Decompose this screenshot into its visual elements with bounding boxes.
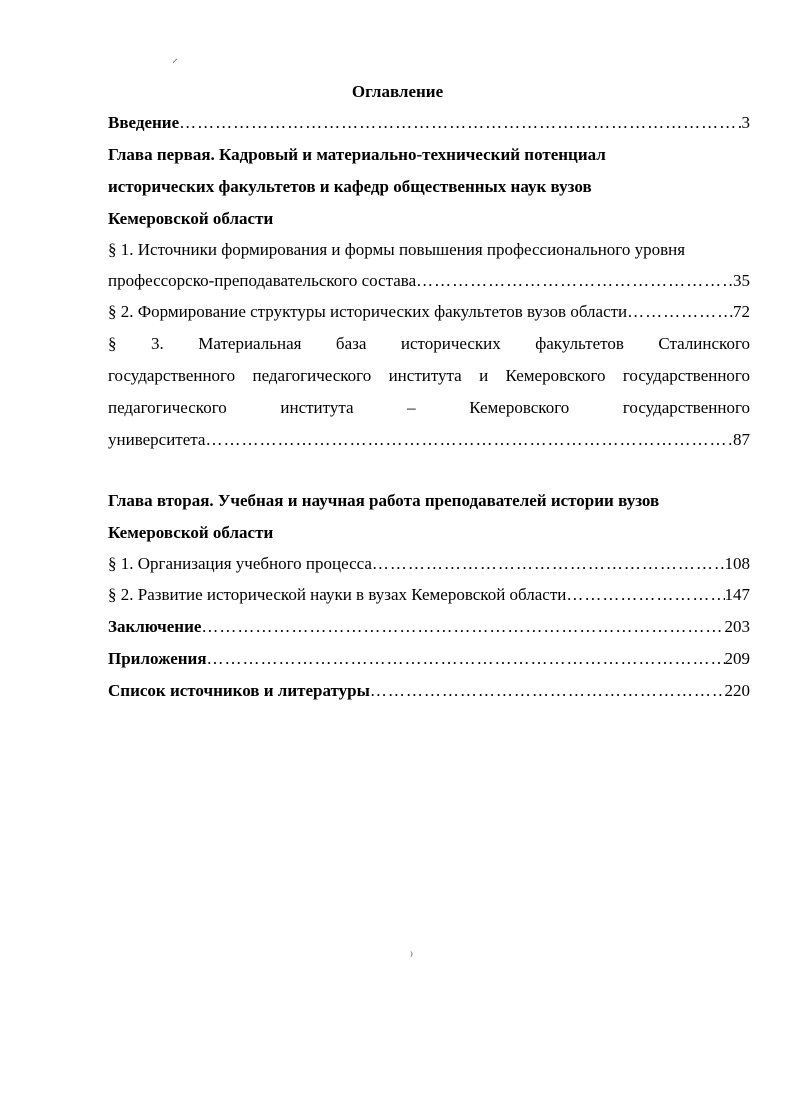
toc-section-last-line (108, 551, 750, 577)
toc-entry-label: Список источников и литературы (108, 681, 370, 700)
scan-mark-bottom: ⁾ (410, 949, 413, 963)
dot-leader (207, 646, 725, 672)
dot-leader (566, 582, 724, 608)
toc-entry-label: § 2. Развитие исторической науки в вузах Кемеровской области (108, 585, 567, 604)
dot-leader (416, 268, 733, 294)
toc-entry-page: 209 (724, 649, 750, 668)
toc-entry-page: 87 (733, 430, 750, 449)
dot-leader (370, 678, 725, 704)
toc-section-last-line (108, 427, 750, 453)
chapter2-heading-line: Глава вторая. Учебная и научная работа преподавателей истории вузов (108, 491, 660, 510)
dot-leader (627, 299, 733, 325)
toc-entry-page: 35 (733, 271, 750, 290)
toc-entry-label: Введение (108, 113, 180, 132)
dot-leader (372, 551, 725, 577)
dot-leader (201, 614, 724, 640)
toc-entry-page: 72 (733, 302, 750, 321)
toc-entry-label: университета (108, 430, 206, 449)
toc-section-line: педагогического института – Кемеровского государственного (108, 398, 750, 417)
toc-entry-page: 220 (724, 681, 750, 700)
toc-entry-page: 147 (724, 585, 750, 604)
toc-section-line: § 3. Материальная база исторических факультетов Сталинского (108, 334, 750, 353)
toc-section-last-line (108, 299, 750, 325)
toc-entry-introduction (108, 110, 750, 136)
toc-entry-appendices (108, 646, 750, 672)
chapter1-heading-line: исторических факультетов и кафедр общественных наук вузов (108, 177, 592, 196)
toc-entry-label: Заключение (108, 617, 202, 636)
page-title: Оглавление (351, 82, 444, 101)
toc-section-line: государственного педагогического института и Кемеровского государственного (108, 366, 750, 385)
toc-section-last-line (108, 268, 750, 294)
toc-entry-label: Приложения (108, 649, 207, 668)
dot-leader (205, 427, 733, 453)
toc-entry-page: 203 (724, 617, 750, 636)
toc-section-last-line (108, 582, 750, 608)
dot-leader (179, 110, 741, 136)
scan-mark-top: ⸝ (172, 51, 179, 65)
toc-entry-sources (108, 678, 750, 704)
toc-entry-label: § 2. Формирование структуры исторических факультетов вузов области (108, 302, 628, 321)
chapter1-heading-line: Глава первая. Кадровый и материально-технический потенциал (108, 145, 606, 164)
chapter1-heading-line: Кемеровской области (108, 209, 274, 228)
toc-entry-label: профессорско-преподавательского состава (108, 271, 417, 290)
toc-section-line: § 1. Источники формирования и формы повышения профессионального уровня (108, 240, 686, 259)
toc-entry-conclusion (108, 614, 750, 640)
toc-entry-label: § 1. Организация учебного процесса (108, 554, 372, 573)
toc-entry-page: 108 (724, 554, 750, 573)
chapter2-heading-line: Кемеровской области (108, 523, 274, 542)
toc-entry-page: 3 (741, 113, 750, 132)
